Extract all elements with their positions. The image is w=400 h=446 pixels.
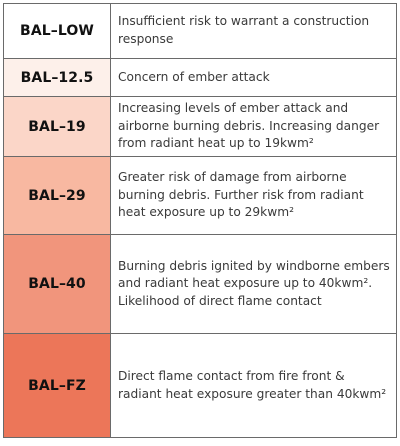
bal-row-29	[4, 157, 397, 235]
bal-description-cell: Increasing levels of ember attack and airborne burning debris. Increasing danger from radiant heat up to 19kwm²	[111, 97, 397, 157]
bal-description-cell: Burning debris ignited by windborne embers and radiant heat exposure up to 40kwm². Likelihood of direct flame contact	[111, 235, 397, 334]
bal-level-cell: BAL–12.5	[4, 59, 111, 97]
bal-level-cell: BAL–29	[4, 157, 111, 235]
bal-level-cell: BAL–40	[4, 235, 111, 334]
bal-description-cell: Direct flame contact from fire front & radiant heat exposure greater than 40kwm²	[111, 334, 397, 438]
bal-row-19	[4, 97, 397, 157]
bal-level-cell: BAL–19	[4, 97, 111, 157]
bal-row-low	[4, 4, 397, 59]
bal-level-cell: BAL–LOW	[4, 4, 111, 59]
bal-description-cell: Insufficient risk to warrant a construction response	[111, 4, 397, 59]
bal-description-cell: Concern of ember attack	[111, 59, 397, 97]
bal-row-fz	[4, 334, 397, 438]
bal-level-cell: BAL–FZ	[4, 334, 111, 438]
bal-table	[3, 3, 397, 438]
bal-description-cell: Greater risk of damage from airborne burning debris. Further risk from radiant heat exposure up to 29kwm²	[111, 157, 397, 235]
bal-row-12-5	[4, 59, 397, 97]
bal-row-40	[4, 235, 397, 334]
